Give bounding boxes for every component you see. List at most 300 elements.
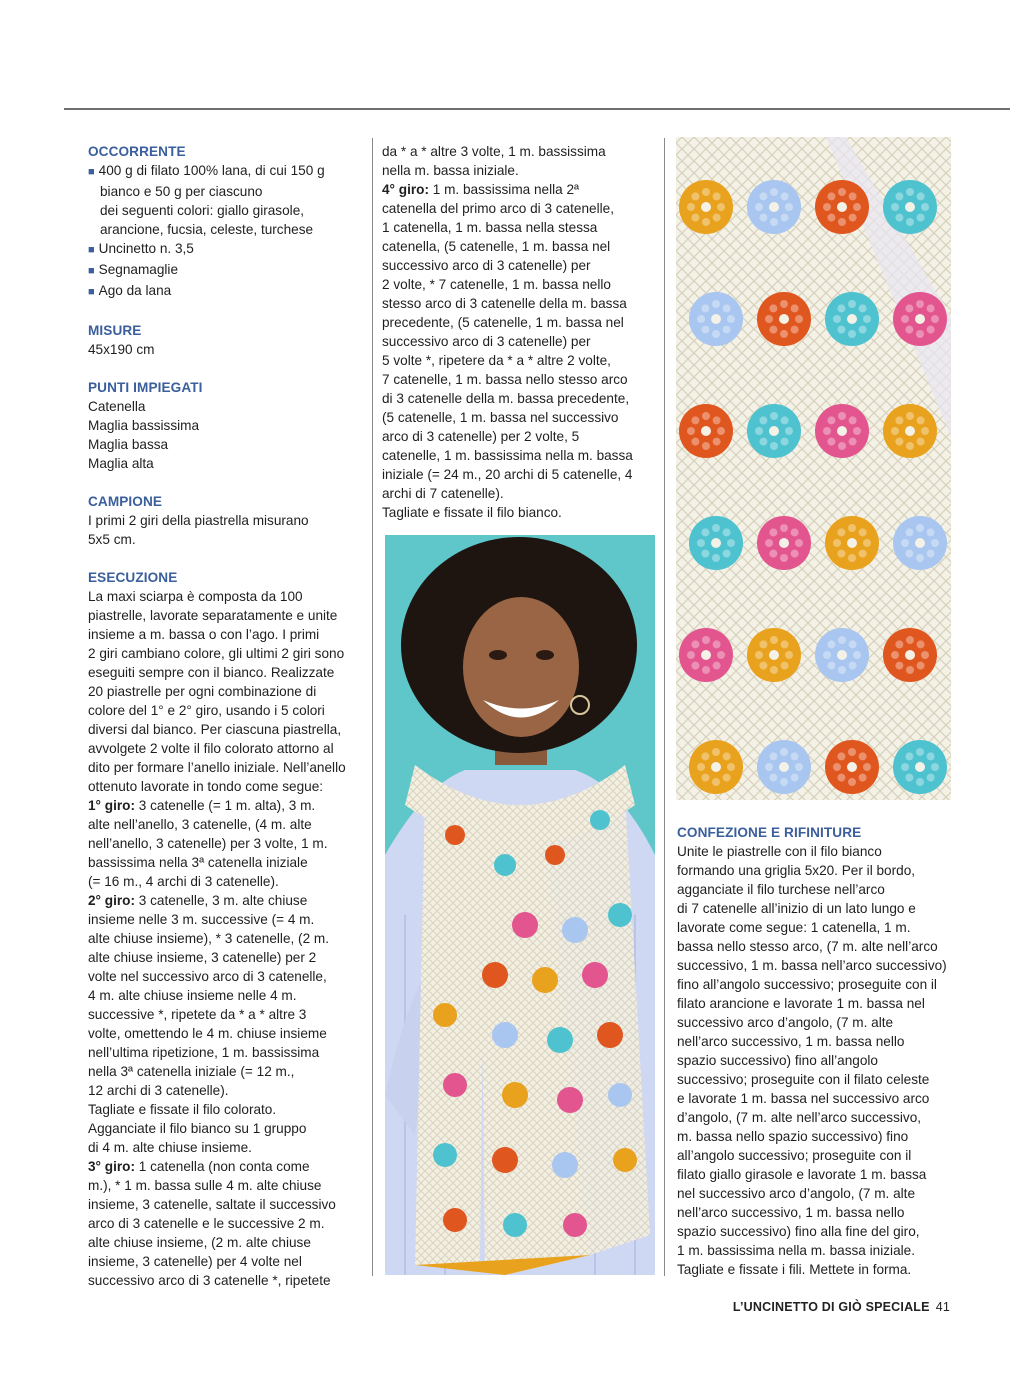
motif-petal <box>769 752 777 760</box>
motif-petal <box>927 550 935 558</box>
motif-petal <box>723 752 731 760</box>
text-line: Unite le piastrelle con il filo bianco <box>677 844 882 859</box>
motif-petal <box>755 651 763 659</box>
motif-petal <box>759 640 767 648</box>
motif-petal <box>906 636 914 644</box>
motif-petal <box>713 214 721 222</box>
round-text: 3 catenelle, 3 m. alte chiuse <box>134 893 308 908</box>
motif-petal <box>701 304 709 312</box>
motif-center <box>769 202 779 212</box>
motif-petal <box>916 330 924 338</box>
motif-petal <box>712 330 720 338</box>
round-text: 3 catenelle (= 1 m. alta), 3 m. <box>134 798 316 813</box>
text-line: dito per formare l’anello iniziale. Nell’anello <box>88 760 346 775</box>
text-line: 2 giri cambiano colore, gli ultimi 2 giri sono <box>88 646 345 661</box>
motif-petal <box>765 315 773 323</box>
motif-petal <box>687 203 695 211</box>
motif-petal <box>780 330 788 338</box>
motif-petal <box>823 427 831 435</box>
motif-petal <box>781 640 789 648</box>
motif-petal <box>863 539 871 547</box>
motif-petal <box>770 666 778 674</box>
motif-petal <box>691 640 699 648</box>
motif-petal <box>905 326 913 334</box>
scarf-closeup-illustration <box>676 137 951 800</box>
text-line: nella 3ª catenella iniziale (= 12 m., <box>88 1064 295 1079</box>
round-text: 1 catenella (non conta come <box>134 1159 310 1174</box>
motif-petal <box>780 300 788 308</box>
motif-petal <box>712 300 720 308</box>
motif-petal <box>859 550 867 558</box>
page-footer <box>733 1300 950 1314</box>
motif-petal <box>916 748 924 756</box>
motif-petal <box>755 427 763 435</box>
motif-petal <box>770 218 778 226</box>
motif-petal <box>916 300 924 308</box>
text-line: Tagliate e fissate il filo colorato. <box>88 1102 277 1117</box>
text-line: successivo arco di 3 catenelle) per <box>382 334 591 349</box>
round-4-text <box>382 180 660 522</box>
motif-center <box>905 650 915 660</box>
stitch-item: Maglia bassissima <box>88 418 200 433</box>
motif-petal <box>895 192 903 200</box>
text-line: successivo arco di 3 catenelle *, ripetete <box>88 1273 331 1288</box>
motif-petal <box>859 752 867 760</box>
motif-petal <box>702 218 710 226</box>
material-text: 400 g di filato 100% lana, di cui 150 g <box>98 163 325 178</box>
motif-petal <box>849 214 857 222</box>
stitch-item: Catenella <box>88 399 146 414</box>
text-line: bassa nello stesso arco, (7 m. alte nell’arco <box>677 939 938 954</box>
text-line: alte chiuse insieme), * 3 catenelle, (2 m. <box>88 931 330 946</box>
motif-petal <box>713 640 721 648</box>
motif-petal <box>691 192 699 200</box>
motif-center <box>779 314 789 324</box>
motif-petal <box>931 315 939 323</box>
motif-petal <box>791 752 799 760</box>
motif-petal <box>691 438 699 446</box>
motif-petal <box>769 774 777 782</box>
motif-petal <box>727 763 735 771</box>
motif-petal <box>785 651 793 659</box>
motif-petal <box>838 666 846 674</box>
motif-center <box>905 426 915 436</box>
motif-petal <box>712 554 720 562</box>
motif-petal <box>927 752 935 760</box>
motif-center <box>915 538 925 548</box>
motif-petal <box>917 214 925 222</box>
text-line: m. bassa nello spazio successivo) fino <box>677 1129 909 1144</box>
motif-petal <box>791 528 799 536</box>
motif-center <box>847 314 857 324</box>
motif-petal <box>848 330 856 338</box>
text-line: ottenuto lavorate in tondo come segue: <box>88 779 324 794</box>
motif-petal <box>770 412 778 420</box>
material-text: arancione, fucsia, celeste, turchese <box>100 222 314 237</box>
text-line: nell’ultima ripetizione, 1 m. bassissima <box>88 1045 320 1060</box>
motif-center <box>711 538 721 548</box>
motif-petal <box>823 203 831 211</box>
section-heading-misure: MISURE <box>88 323 142 338</box>
motif-petal <box>891 203 899 211</box>
text-line: successive *, ripetete da * a * altre 3 <box>88 1007 307 1022</box>
motif-petal <box>780 554 788 562</box>
motif-petal <box>905 528 913 536</box>
motif-petal <box>781 662 789 670</box>
text-line: formando una griglia 5x20. Per il bordo, <box>677 863 916 878</box>
motif-petal <box>853 427 861 435</box>
text-line: alte chiuse insieme, (2 m. alte chiuse <box>88 1235 311 1250</box>
motif-petal <box>906 666 914 674</box>
motif-petal <box>848 748 856 756</box>
motif-petal <box>853 203 861 211</box>
motif-petal <box>901 315 909 323</box>
text-line: successivo, 1 m. bassa nell’arco successivo) <box>677 958 947 973</box>
text-line: 12 archi di 3 catenelle). <box>88 1083 229 1098</box>
motif-petal <box>769 304 777 312</box>
text-line: e lavorate 1 m. bassa nel successivo arco <box>677 1091 930 1106</box>
text-line: alte chiuse insieme, 3 catenelle) per 2 <box>88 950 317 965</box>
motif-petal <box>827 640 835 648</box>
text-line: successivo arco di 3 catenelle) per <box>382 258 591 273</box>
text-line: d’angolo, (7 m. alte nell’arco successivo, <box>677 1110 922 1125</box>
motif-petal <box>863 763 871 771</box>
text-line: 2 volte, * 7 catenelle, 1 m. bassa nello <box>382 277 611 292</box>
material-item <box>88 281 368 302</box>
motif-petal <box>849 662 857 670</box>
motif-petal <box>780 524 788 532</box>
motif-petal <box>702 442 710 450</box>
material-item <box>88 260 368 281</box>
motif-petal <box>921 651 929 659</box>
motif-petal <box>723 550 731 558</box>
motif-petal <box>905 752 913 760</box>
motif-petal <box>701 752 709 760</box>
motif-center <box>847 538 857 548</box>
motif-petal <box>833 315 841 323</box>
motif-petal <box>823 651 831 659</box>
model-photo-illustration <box>385 535 655 1275</box>
motif-petal <box>769 550 777 558</box>
page-number: 41 <box>935 1300 950 1314</box>
text-line: catenella del primo arco di 3 catenelle, <box>382 201 614 216</box>
text-line: alte nell’anello, 3 catenelle, (4 m. alte <box>88 817 312 832</box>
motif-petal <box>791 774 799 782</box>
section-heading-punti: PUNTI IMPIEGATI <box>88 380 203 395</box>
text-line: all’angolo successivo; proseguite con il <box>677 1148 912 1163</box>
round-2-text <box>88 891 368 1157</box>
text-line: Agganciate il filo bianco su 1 gruppo <box>88 1121 307 1136</box>
motif-petal <box>905 774 913 782</box>
motif-petal <box>712 748 720 756</box>
motif-petal <box>901 763 909 771</box>
motif-petal <box>848 524 856 532</box>
motif-petal <box>859 304 867 312</box>
text-line: di 3 catenelle della m. bassa precedente, <box>382 391 630 406</box>
text-line: piastrelle, lavorate separatamente e unite <box>88 608 338 623</box>
motif-petal <box>713 438 721 446</box>
motif-petal <box>691 214 699 222</box>
motif-petal <box>780 748 788 756</box>
text-line: archi di 7 catenelle). <box>382 486 504 501</box>
round-text: 1 m. bassissima nella 2ª <box>428 182 580 197</box>
motif-petal <box>895 438 903 446</box>
motif-petal <box>827 662 835 670</box>
motif-petal <box>849 438 857 446</box>
motif-petal <box>849 192 857 200</box>
motif-petal <box>837 550 845 558</box>
motif-petal <box>723 304 731 312</box>
motif-petal <box>795 763 803 771</box>
text-line <box>88 891 368 910</box>
motif-petal <box>781 192 789 200</box>
motif-petal <box>780 778 788 786</box>
magazine-name: L’UNCINETTO DI GIÒ SPECIALE <box>732 1300 930 1314</box>
motif-petal <box>931 763 939 771</box>
motif-center <box>711 314 721 324</box>
motif-petal <box>701 550 709 558</box>
motif-center <box>701 426 711 436</box>
round-label: 2° giro: <box>88 893 135 908</box>
column-right <box>677 823 962 1279</box>
motif-petal <box>906 442 914 450</box>
motif-petal <box>833 763 841 771</box>
motif-petal <box>727 539 735 547</box>
motif-petal <box>838 636 846 644</box>
finishing-text <box>677 842 962 1279</box>
text-line: da * a * altre 3 volte, 1 m. bassissima <box>382 144 606 159</box>
motif-petal <box>901 539 909 547</box>
motif-petal <box>702 412 710 420</box>
bullet-square-icon: ■ <box>88 265 95 277</box>
text-line <box>382 180 660 199</box>
text-line: insieme, 3 catenelle, saltate il successivo <box>88 1197 336 1212</box>
text-line: volte nel successivo arco di 3 catenelle, <box>88 969 327 984</box>
motif-center <box>701 202 711 212</box>
motif-petal <box>723 326 731 334</box>
text-line <box>88 796 368 815</box>
text-line: agganciate il filo turchese nell’arco <box>677 882 885 897</box>
motif-petal <box>791 326 799 334</box>
motif-petal <box>906 188 914 196</box>
motif-petal <box>781 438 789 446</box>
motif-petal <box>833 539 841 547</box>
text-line: spazio successivo) fino all’angolo <box>677 1053 878 1068</box>
model-photo <box>385 535 655 1275</box>
motif-petal <box>859 774 867 782</box>
text-line: (5 catenelle, 1 m. bassa nel successivo <box>382 410 619 425</box>
text-line: filato arancione e lavorate 1 m. bassa nel <box>677 996 925 1011</box>
motif-center <box>915 762 925 772</box>
motif-petal <box>702 188 710 196</box>
text-line: Tagliate e fissate il filo bianco. <box>382 505 562 520</box>
motif-petal <box>838 442 846 450</box>
text-line: arco di 3 catenelle e le successive 2 m. <box>88 1216 325 1231</box>
text-line: precedente, (5 catenelle, 1 m. bassa nel <box>382 315 624 330</box>
scarf-closeup-photo <box>676 137 951 800</box>
motif-petal <box>759 192 767 200</box>
motif-center <box>701 650 711 660</box>
text-line: 4 m. alte chiuse insieme nelle 4 m. <box>88 988 297 1003</box>
motif-center <box>837 426 847 436</box>
motif-petal <box>859 326 867 334</box>
motif-center <box>779 538 789 548</box>
text-line: eseguiti sempre con il bianco. Realizzate <box>88 665 335 680</box>
text-line: La maxi sciarpa è composta da 100 <box>88 589 303 604</box>
motif-petal <box>687 427 695 435</box>
text-line: filato giallo girasole e lavorate 1 m. bassa <box>677 1167 927 1182</box>
motif-petal <box>691 416 699 424</box>
motif-petal <box>838 188 846 196</box>
motif-petal <box>838 218 846 226</box>
motif-petal <box>848 300 856 308</box>
motif-petal <box>827 438 835 446</box>
motif-petal <box>791 550 799 558</box>
motif-petal <box>931 539 939 547</box>
motif-petal <box>837 304 845 312</box>
motif-center <box>847 762 857 772</box>
motif-petal <box>895 662 903 670</box>
round-label: 3° giro: <box>88 1159 135 1174</box>
motif-petal <box>781 416 789 424</box>
motif-center <box>779 762 789 772</box>
round-1-text <box>88 796 368 891</box>
motif-petal <box>691 662 699 670</box>
material-text: Uncinetto n. 3,5 <box>98 241 194 256</box>
text-line: successivo arco d’angolo, (7 m. alte <box>677 1015 894 1030</box>
motif-petal <box>906 412 914 420</box>
column-divider <box>664 138 665 1276</box>
gauge-text <box>88 511 368 549</box>
motif-petal <box>795 315 803 323</box>
motif-petal <box>770 442 778 450</box>
motif-petal <box>769 528 777 536</box>
motif-petal <box>837 528 845 536</box>
section-heading-confezione: CONFEZIONE E RIFINITURE <box>677 825 862 840</box>
top-rule <box>64 108 1010 110</box>
section-heading-campione: CAMPIONE <box>88 494 163 509</box>
motif-petal <box>759 416 767 424</box>
column-divider <box>372 138 373 1276</box>
motif-center <box>905 202 915 212</box>
material-text: bianco e 50 g per ciascuno <box>100 184 263 199</box>
motif-petal <box>697 539 705 547</box>
motif-petal <box>785 427 793 435</box>
motif-petal <box>927 326 935 334</box>
motif-petal <box>916 778 924 786</box>
motif-petal <box>765 539 773 547</box>
motif-petal <box>849 416 857 424</box>
text-line: insieme a m. bassa o con l’ago. I primi <box>88 627 320 642</box>
motif-center <box>837 650 847 660</box>
text-line: avvolgete 2 volte il filo colorato attorno al <box>88 741 334 756</box>
motif-petal <box>769 326 777 334</box>
text-line: m.), * 1 m. bassa sulle 4 m. alte chiuse <box>88 1178 322 1193</box>
motif-petal <box>837 752 845 760</box>
motif-center <box>769 426 779 436</box>
text-line: nel successivo arco d’angolo, (7 m. alte <box>677 1186 916 1201</box>
stitch-item: Maglia alta <box>88 456 154 471</box>
text-line: insieme nelle 3 m. successive (= 4 m. <box>88 912 315 927</box>
text-line: (= 16 m., 4 archi di 3 catenelle). <box>88 874 279 889</box>
motif-petal <box>827 192 835 200</box>
text-line: nell’arco successivo, 1 m. bassa nello <box>677 1034 905 1049</box>
motif-petal <box>837 326 845 334</box>
motif-center <box>769 650 779 660</box>
motif-petal <box>701 774 709 782</box>
motif-petal <box>759 438 767 446</box>
motif-petal <box>848 778 856 786</box>
motif-petal <box>687 651 695 659</box>
motif-petal <box>927 774 935 782</box>
motif-petal <box>848 554 856 562</box>
motif-petal <box>723 774 731 782</box>
text-line: Tagliate e fissate i fili. Mettete in forma. <box>677 1262 912 1277</box>
text-line: 1 catenella, 1 m. bassa nella stessa <box>382 220 598 235</box>
motif-petal <box>917 438 925 446</box>
text-line: 1 m. bassissima nella m. bassa iniziale. <box>677 1243 915 1258</box>
text-line: colore del 1° e 2° giro, usando i 5 colori <box>88 703 325 718</box>
material-item <box>88 161 368 182</box>
motif-petal <box>905 550 913 558</box>
motif-petal <box>891 651 899 659</box>
bullet-square-icon: ■ <box>88 244 95 256</box>
material-item <box>88 239 368 260</box>
motif-petal <box>895 640 903 648</box>
motif-petal <box>781 214 789 222</box>
size-value: 45x190 cm <box>88 342 155 357</box>
text-line: diversi dal bianco. Per ciascuna piastrella, <box>88 722 342 737</box>
motif-petal <box>906 218 914 226</box>
motif-petal <box>895 214 903 222</box>
instructions-text <box>88 587 368 796</box>
motif-petal <box>921 203 929 211</box>
text-line: catenelle, 1 m. bassissima nella m. bassa <box>382 448 633 463</box>
motif-petal <box>770 188 778 196</box>
text-line: 7 catenelle, 1 m. bassa nello stesso arco <box>382 372 628 387</box>
motif-petal <box>697 763 705 771</box>
motif-petal <box>827 214 835 222</box>
text-line: nell’arco successivo, 1 m. bassa nello <box>677 1205 905 1220</box>
motif-petal <box>759 214 767 222</box>
motif-petal <box>765 763 773 771</box>
motif-petal <box>717 203 725 211</box>
column-left <box>88 142 368 1290</box>
motif-petal <box>837 774 845 782</box>
motif-petal <box>917 640 925 648</box>
materials-list <box>88 161 368 302</box>
bullet-square-icon: ■ <box>88 166 95 178</box>
motif-petal <box>759 662 767 670</box>
text-line: nell’anello, 3 catenelle) per 3 volte, 1 m. <box>88 836 328 851</box>
motif-petal <box>785 203 793 211</box>
material-text: dei seguenti colori: giallo girasole, <box>100 203 305 218</box>
text-line: di 4 m. alte chiuse insieme. <box>88 1140 252 1155</box>
text-line: catenella, (5 catenelle, 1 m. bassa nel <box>382 239 611 254</box>
motif-petal <box>827 416 835 424</box>
motif-petal <box>702 666 710 674</box>
motif-petal <box>713 662 721 670</box>
motif-petal <box>891 427 899 435</box>
text-line: I primi 2 giri della piastrella misurano <box>88 513 309 528</box>
column-middle <box>382 142 660 522</box>
text-line: 5 volte *, ripetere da * a * altre 2 volte, <box>382 353 611 368</box>
motif-petal <box>723 528 731 536</box>
round-label: 4° giro: <box>382 182 429 197</box>
text-line: iniziale (= 24 m., 20 archi di 5 catenelle, 4 <box>382 467 633 482</box>
motif-petal <box>916 524 924 532</box>
motif-petal <box>755 203 763 211</box>
